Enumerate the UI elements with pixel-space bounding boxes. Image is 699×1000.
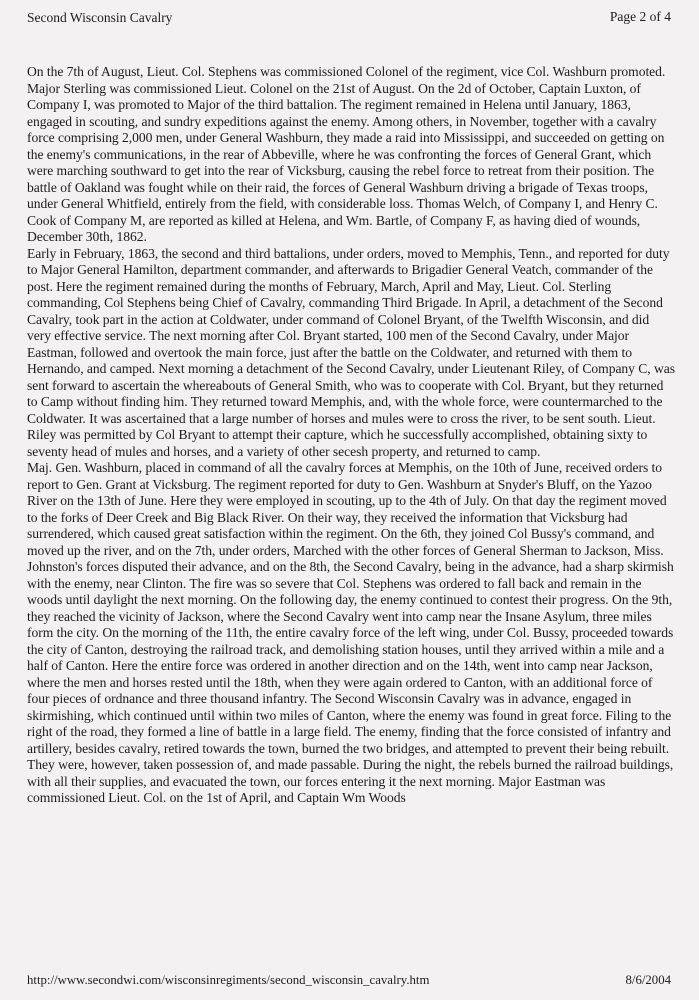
running-header-title: Second Wisconsin Cavalry — [27, 10, 173, 25]
paragraph: Early in February, 1863, the second and third battalions, under orders, moved to Memphis, Tenn., and reported for duty to Major General Hamilton, department commander, and afterwards to Brigadier General Veatch, commander of the post. Here the regiment remained during the months of February, March, April and May, Lieut. Col. Sterling commanding, Col Stephens being Chief of Cavalry, commanding Third Brigade. In April, a detachment of the Second Cavalry, took part in the action at Coldwater, under command of Colonel Bryant, of the Twelfth Wisconsin, and did very effective service. The next morning after Col. Bryant started, 100 men of the Second Cavalry, under Major Eastman, followed and overtook the main force, just after the battle on the Coldwater, and returned with them to Hernando, and camped. Next morning a detachment of the Second Cavalry, under Lieutenant Riley, of Company C, was sent forward to ascertain the whereabouts of General Smith, who was to cooperate with Col. Bryant, but they returned to Camp without finding him. They returned toward Memphis, and, with the whole force, were countermarched to the Coldwater. It was ascertained that a large number of horses and mules were to cross the river, to be sent south. Lieut. Riley was permitted by Col Bryant to attempt their capture, which he successfully accomplished, obtaining sixty to seventy head of mules and horses, and a variety of other secesh property, and returned to camp. — [27, 245, 675, 459]
paragraph: On the 7th of August, Lieut. Col. Stephens was commissioned Colonel of the regiment, vice Col. Washburn promoted. Major Sterling was commissioned Lieut. Colonel on the 21st of August. On the 2d of October, Captain Luxton, of Company I, was promoted to Major of the third battalion. The regiment remained in Helena until January, 1863, engaged in scouting, and sundry expeditions against the enemy. Among others, in November, together with a cavalry force comprising 2,000 men, under General Washburn, they made a raid into Mississippi, and succeeded on getting on the enemy's communications, in the rear of Abbeville, where he was confronting the forces of General Grant, which were marching southward to get into the rear of Vicksburg, causing the rebel force to retreat from their position. The battle of Oakland was fought while on their raid, the forces of General Washburn driving a brigade of Texas troops, under General Whitfield, entirely from the field, with considerable loss. Thomas Welch, of Company I, and Henry C. Cook of Company M, are reported as killed at Helena, and Wm. Bartle, of Company F, as having died of wounds, December 30th, 1862. — [27, 64, 666, 244]
page-number: Page 2 of 4 — [609, 9, 671, 24]
footer-date: 8/6/2004 — [625, 973, 671, 987]
document-body — [27, 64, 675, 807]
paragraph: Maj. Gen. Washburn, placed in command of all the cavalry forces at Memphis, on the 10th of June, received orders to report to Gen. Grant at Vicksburg. The regiment reported for duty to Gen. Washburn at Snyder's Bluff, on the Yazoo River on the 13th of June. Here they were employed in scouting, up to the 4th of July. On that day the regiment moved to the forks of Deer Creek and Big Black River. On their way, they received the information that Vicksburg had surrendered, which caused great satisfaction within the regiment. On the 6th, they joined Col Bussy's command, and moved up the river, and on the 7th, under orders, Marched with the other forces of General Sherman to Jackson, Miss. Johnston's forces disputed their advance, and on the 8th, the Second Cavalry, being in the advance, had a sharp skirmish with the enemy, near Clinton. The fire was so severe that Col. Stephens was ordered to fall back and remain in the woods until daylight the next morning. On the following day, the enemy continued to contest their progress. On the 9th, they reached the vicinity of Jackson, where the Second Cavalry went into camp near the Insane Asylum, three miles form the city. On the morning of the 11th, the entire cavalry force of the left wing, under Col. Bussy, proceeded towards the city of Canton, destroying the railroad track, and demolishing station houses, until they arrived within a mile and a half of Canton. Here the entire force was ordered in another direction and on the 14th, went into camp near Jackson, where the men and horses rested until the 18th, when they were again ordered to Canton, with an additional force of four pieces of ordnance and three thousand infantry. The Second Wisconsin Cavalry was in advance, engaged in skirmishing, which continued until within two miles of Canton, where the enemy was found in great force. Filing to the right of the road, they formed a line of battle in a large field. The enemy, finding that the force consisted of infantry and artillery, besides cavalry, retired towards the town, burned the two bridges, and attempted to prevent their being rebuilt. They were, however, taken possession of, and made passable. During the night, the rebels burned the railroad buildings, with all their supplies, and evacuated the town, our forces entering it the next morning. Major Eastman was commissioned Lieut. Col. on the 1st of April, and Captain Wm Woods — [27, 460, 674, 805]
footer-url: http://www.secondwi.com/wisconsinregiments/second_wisconsin_cavalry.htm — [27, 973, 430, 987]
